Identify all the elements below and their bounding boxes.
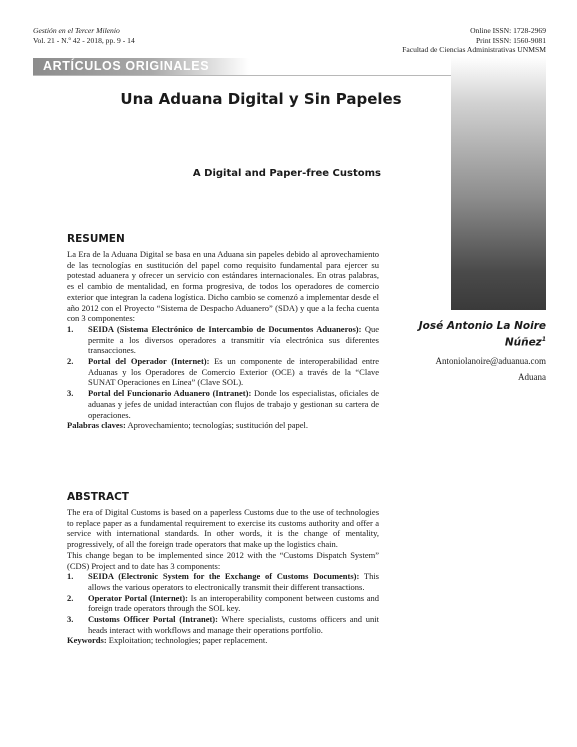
section-label: ARTÍCULOS ORIGINALES bbox=[43, 59, 210, 73]
abstract-keywords: Keywords: Exploitation; technologies; paper replacement. bbox=[67, 635, 268, 646]
article-title-es: Una Aduana Digital y Sin Papeles bbox=[120, 90, 402, 108]
author-email[interactable]: Antoniolanoire@aduanua.com bbox=[435, 355, 546, 366]
abstract-section bbox=[67, 491, 379, 646]
author-block bbox=[405, 320, 546, 382]
list-item: 3. Portal del Funcionario Aduanero (Intranet): Donde los especialistas, oficiales de aduanas y jefes de unidad interactúan con flujos de trabajo y gestionan su cartera de operaciones. bbox=[67, 388, 379, 420]
faculty: Facultad de Ciencias Administrativas UNMSM bbox=[402, 45, 546, 55]
resumen-list bbox=[67, 324, 379, 420]
issn-online: Online ISSN: 1728-2969 bbox=[470, 26, 546, 35]
issn-print: Print ISSN: 1560-9081 bbox=[475, 35, 546, 45]
list-item: 1. SEIDA (Electronic System for the Exchange of Customs Documents): This allows the various operators to electronically transmit their different transactions. bbox=[67, 571, 379, 592]
resumen-heading: RESUMEN bbox=[67, 233, 125, 245]
list-item: 1. SEIDA (Sistema Electrónico de Intercambio de Documentos Aduaneros): Que permite a los diversos operadores a transmitir vía electrónica sus diferentes transacciones. bbox=[67, 323, 380, 356]
journal-header bbox=[33, 26, 135, 45]
abstract-list bbox=[67, 571, 379, 635]
resumen-keywords: Palabras claves: Aprovechamiento; tecnologías; sustitución del papel. bbox=[67, 420, 309, 431]
header-rule bbox=[33, 75, 451, 76]
journal-name: Gestión en el Tercer Milenio bbox=[33, 26, 120, 35]
list-item: 2. Portal del Operador (Internet): Es un componente de interoperabilidad entre Aduanas y los Operadores de Comercio Exterior (OCE) a través de la “Clave SUNAT Operaciones en Línea” (Clave SOL). bbox=[67, 356, 379, 388]
author-name: José Antonio La Noire Núñez$^1$ bbox=[418, 320, 546, 349]
author-footnote-mark: 1 bbox=[541, 336, 546, 343]
journal-volume: Vol. 21 - N.º 42 - 2018, pp. 9 - 14 bbox=[33, 35, 135, 45]
section-banner bbox=[33, 58, 249, 75]
list-item: 3. Customs Officer Portal (Intranet): Where specialists, customs officers and unit heads interact with workflows and manage their operations portfolio. bbox=[67, 614, 379, 635]
resumen-intro: La Era de la Aduana Digital se basa en una Aduana sin papeles debido al aprovechamiento de las tecnologías en sustitución del papel como requisito fundamental para ejercer su potestad aduanera y ofrecer un servicio con estándares internacionales. En otras palabras, es el cambio de mentalidad, en forma progresiva, de todos los operadores de comercio exterior que integran la cadena logística. Dicho cambio se comenzó a implementar desde el año 2012 con el Proyecto “Sistema de Despacho Aduanero” (SDA) y que a la fecha cuenta con 3 componentes: bbox=[67, 249, 379, 324]
article-title-en: A Digital and Paper-free Customs bbox=[192, 168, 381, 179]
list-item: 2. Operator Portal (Internet): Is an interoperability component between customs and foreign trade operators through the SOL key. bbox=[67, 592, 379, 614]
abstract-heading: ABSTRACT bbox=[67, 491, 129, 503]
author-institution: Aduana bbox=[518, 371, 546, 382]
abstract-intro-2: This change began to be implemented since 2012 with the “Customs Dispatch System” (CDS) Project and to date has 3 components: bbox=[67, 549, 379, 571]
abstract-intro: The era of Digital Customs is based on a paperless Customs due to the use of technologies to replace paper as a fundamental requirement to exercise its customs authority and offer a service with international standards. In other words, it is the change of mentality, progressively, of all the foreign trade operators that make up the logistics chain. bbox=[67, 507, 379, 550]
decorative-side-bar bbox=[451, 57, 546, 310]
issn-header bbox=[402, 26, 546, 55]
resumen-section bbox=[67, 233, 379, 431]
